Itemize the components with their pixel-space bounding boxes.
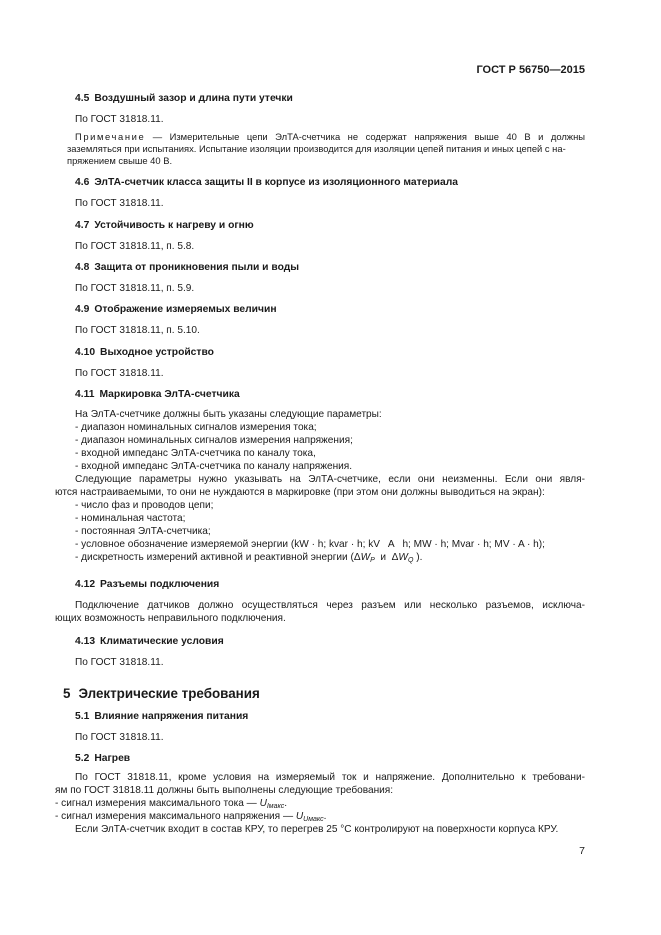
list-item: - входной импеданс ЭлТА-счетчика по каналу напряжения.	[75, 461, 353, 472]
heading-4-11: 4.11 Маркировка ЭлТА-счетчика	[75, 389, 240, 400]
section-number: 4.5	[75, 93, 90, 104]
page-number: 7	[579, 845, 585, 857]
paragraph-4-13: По ГОСТ 31818.11.	[75, 657, 164, 668]
paragraph-4-7: По ГОСТ 31818.11, п. 5.8.	[75, 241, 195, 252]
heading-4-5	[75, 92, 585, 105]
delta-symbol: Δ	[391, 552, 399, 563]
heading-5: 5 Электрические требования	[63, 686, 260, 701]
note-line-2: заземляться при испытаниях. Испытание изоляции производится для изоляции цепей питания и иных цепей с на-	[67, 143, 566, 154]
marking-para2-line2: ются настраиваемыми, то они не нуждаются в маркировке (при этом они должны выводиться на экран):	[55, 487, 545, 498]
delta-symbol: Δ	[353, 552, 361, 563]
list-item: - диапазон номинальных сигналов измерения напряжения;	[75, 435, 353, 446]
paragraph-4-8: По ГОСТ 31818.11, п. 5.9.	[75, 283, 195, 294]
heading-4-8: 4.8 Защита от проникновения пыли и воды	[75, 262, 300, 273]
list-item-discreteness: - дискретность измерений активной и реактивной энергии ($\Delta W_P$ и $\Delta W_Q$ ).	[75, 552, 423, 564]
section-title: Воздушный зазор и длина пути утечки	[94, 93, 293, 104]
marking-intro: На ЭлТА-счетчике должны быть указаны следующие параметры:	[75, 409, 382, 420]
heading-5-2: 5.2 Нагрев	[75, 753, 131, 764]
marking-section-body	[55, 408, 585, 564]
list-item: - число фаз и проводов цепи;	[75, 500, 214, 511]
heading-4-9: 4.9 Отображение измеряемых величин	[75, 304, 277, 315]
paragraph-4-12: Подключение датчиков должно осуществляться через разъем или несколько разъемов, исключа- ющих возможность неправильного подключения.	[55, 600, 585, 624]
kru-overheat-line: Если ЭлТА-счетчик входит в состав КРУ, то перегрев 25 °С контролируют на поверхности корпуса КРУ.	[75, 824, 559, 835]
paragraph-4-10: По ГОСТ 31818.11.	[75, 368, 164, 379]
list-item: - диапазон номинальных сигналов измерения тока;	[75, 422, 317, 433]
heading-5-1: 5.1 Влияние напряжения питания	[75, 711, 249, 722]
paragraph-4-6: По ГОСТ 31818.11.	[75, 198, 164, 209]
heading-4-6: 4.6 ЭлТА-счетчик класса защиты II в корпусе из изоляционного материала	[75, 177, 459, 188]
note-line-1: Примечание — Измерительные цепи ЭлТА-счетчика не содержат напряжения выше 40 В и должны	[75, 131, 585, 142]
heading-4-12: 4.12 Разъемы подключения	[75, 579, 220, 590]
list-item: - номинальная частота;	[75, 513, 186, 524]
paragraph-4-9: По ГОСТ 31818.11, п. 5.10.	[75, 325, 200, 336]
list-item: - постоянная ЭлТА-счетчика;	[75, 526, 211, 537]
document-header: ГОСТ Р 56750—2015	[476, 64, 585, 76]
list-item: - входной импеданс ЭлТА-счетчика по каналу тока,	[75, 448, 316, 459]
note-line-3: пряжением свыше 40 В.	[67, 155, 173, 166]
list-item: - условное обозначение измеряемой энергии (kW · h; kvar · h; kV A h; MW · h; Mvar · h; MV · A · h);	[75, 539, 545, 550]
heading-4-10: 4.10 Выходное устройство	[75, 347, 214, 358]
heading-4-13: 4.13 Климатические условия	[75, 636, 224, 647]
marking-para2-line1: Следующие параметры нужно указывать на ЭлТА-счетчике, если они неизменны. Если они явля-	[75, 474, 585, 485]
list-item-max-current: - сигнал измерения максимального тока — $U_{Iмакс}$.	[55, 798, 288, 810]
paragraph-4-5: По ГОСТ 31818.11.	[75, 114, 164, 125]
list-item-max-voltage: - сигнал измерения максимального напряжения — $U_{Uмакс}$.	[55, 811, 327, 823]
paragraph-5-2: По ГОСТ 31818.11, кроме условия на измеряемый ток и напряжение. Дополнительно к требовани- ям по ГОСТ 31818.11 должны быть выполнены следующие требования: - сигнал измерения максимального тока — $U_{Iмакс}$. - сигнал измерения максимального напряжения — $U_{Uмакс}$. Если ЭлТА-счетчик входит в состав КРУ, то перегрев 25 °С контролируют на поверхности корпуса КРУ.	[55, 772, 585, 835]
note-label: Примечание	[75, 131, 146, 142]
note-4-5	[67, 131, 585, 167]
heading-4-7: 4.7 Устойчивость к нагреву и огню	[75, 220, 254, 231]
paragraph-5-1: По ГОСТ 31818.11.	[75, 732, 164, 743]
document-page	[55, 0, 585, 935]
